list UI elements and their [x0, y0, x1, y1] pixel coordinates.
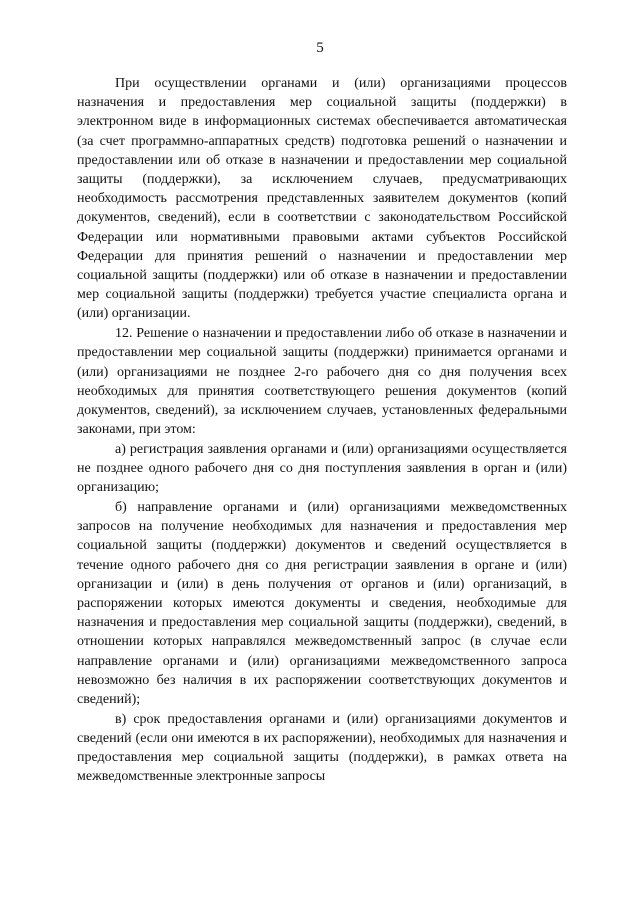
page-number: 5: [316, 40, 324, 56]
paragraph-clause-12: 12. Решение о назначении и предоставлении либо об отказе в назначении и предоставлении мер социальной защиты (поддержки) принимается органами и (или) организациями не позднее 2-го рабочего дня со дня получения всех необходимых для принятия соответствующего решения документов (копий документов, сведений), за исключением случаев, установленных федеральными законами, при этом:: [77, 326, 567, 438]
paragraph-item-v: в) срок предоставления органами и (или) организациями документов и сведений (если они имеются в их распоряжении), необходимых для назначения и предоставления мер социальной защиты (поддержки), в рамках ответа на межведомственные электронные запросы: [77, 711, 567, 785]
paragraph-item-a: а) регистрация заявления органами и (или) организациями осуществляется не позднее одного рабочего дня со дня поступления заявления в орган и (или) организацию;: [77, 441, 567, 496]
paragraph-item-b: б) направление органами и (или) организациями межведомственных запросов на получение необходимых для назначения и предоставления мер социальной защиты (поддержки) документов и сведений осуществляется в течение одного рабочего дня со дня регистрации заявления в органе и (или) организации и (или) в день получения от органов и (или) организаций, в распоряжении которых имеются документы и сведения, необходимые для назначения и предоставления мер социальной защиты (поддержки), сведений, в отношении которых направлялся межведомственный запрос (в случае если направление органами и (или) организациями межведомственного запроса невозможно без наличия в их распоряжении соответствующих документов и сведений);: [77, 499, 567, 707]
paragraph-intro: При осуществлении органами и (или) организациями процессов назначения и предоставления мер социальной защиты (поддержки) в электронном виде в информационных системах обеспечивается автоматическая (за счет программно-аппаратных средств) подготовка решений о назначении и предоставлении или об отказе в назначении и предоставлении мер социальной защиты (поддержки), за исключением случаев, предусматривающих необходимость рассмотрения представленных заявителем документов (копий документов, сведений), если в соответствии с законодательством Российской Федерации или нормативными правовыми актами субъектов Российской Федерации для принятия решений о назначении и предоставлении мер социальной защиты (поддержки) или об отказе в назначении и предоставлении мер социальной защиты (поддержки) требуется участие специалиста органа и (или) организации.: [77, 76, 567, 322]
document-body: [77, 74, 567, 787]
